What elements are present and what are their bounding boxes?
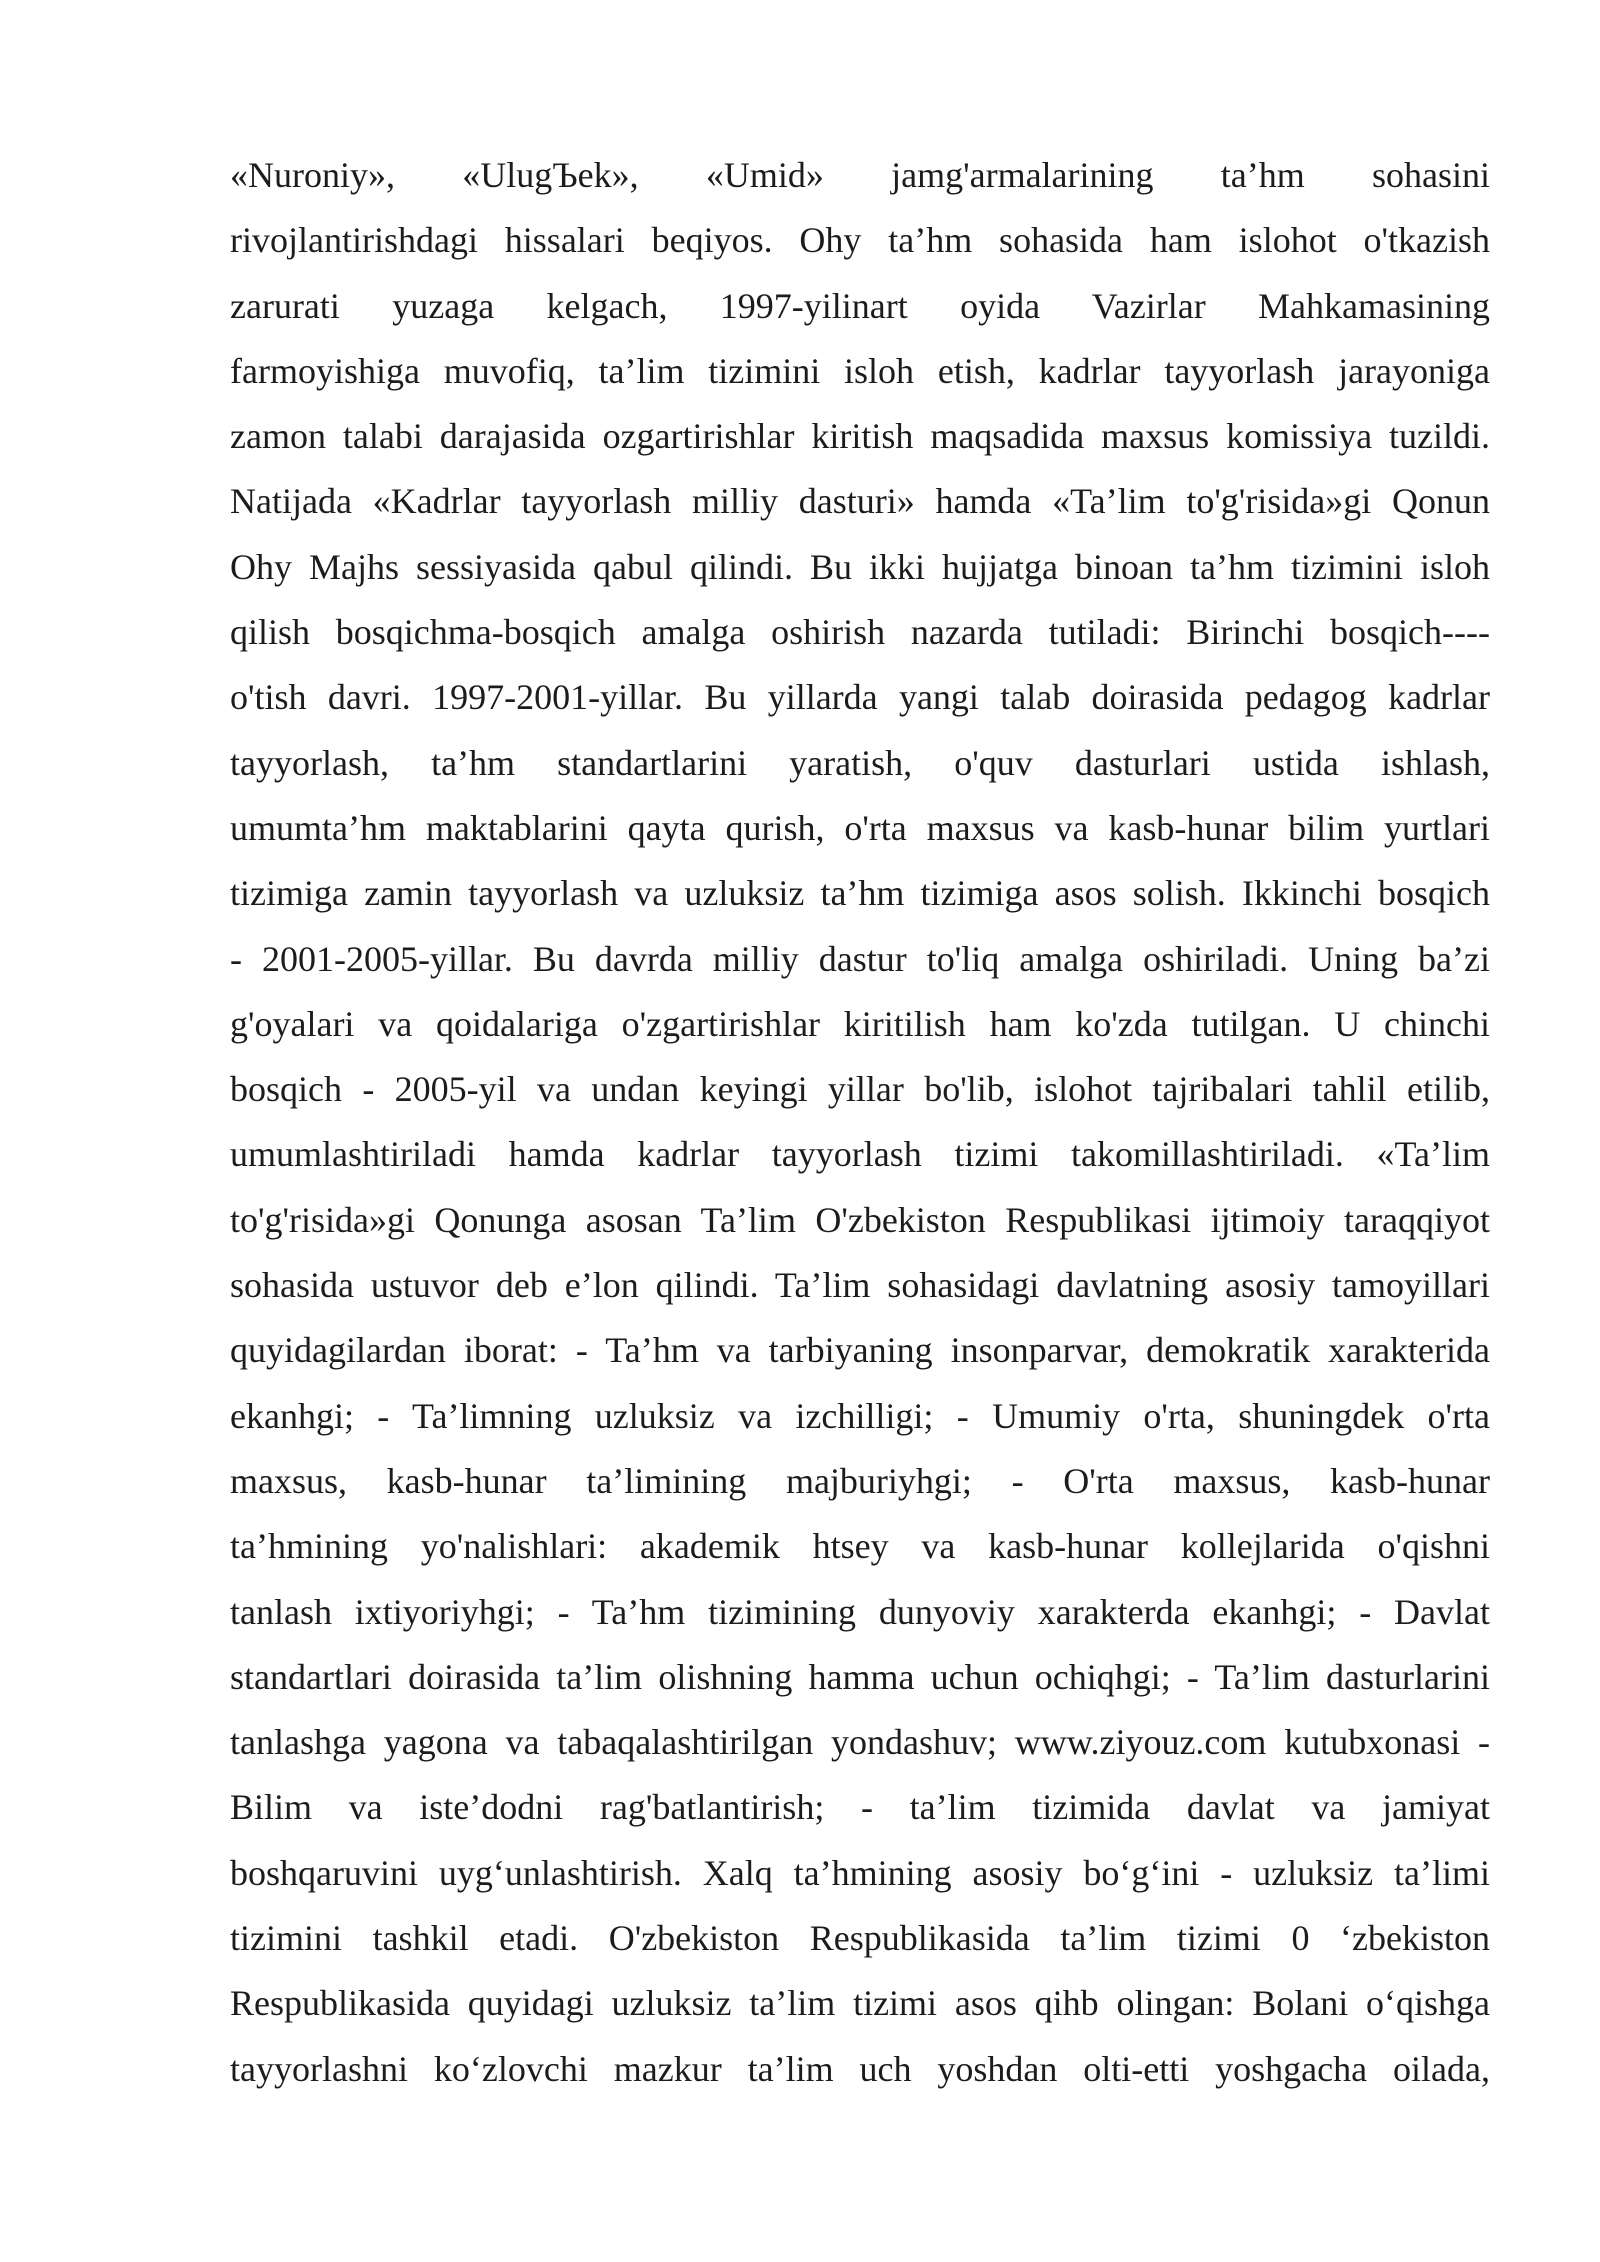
text-line: tizimiga zamin tayyorlash va uzluksiz ta’hm tizimiga asos solish. Ikkinchi bosqich	[230, 873, 1490, 914]
text-line: standartlari doirasida ta’lim olishning hamma uchun ochiqhgi; - Ta’lim dasturlarini	[230, 1656, 1490, 1697]
text-line: maxsus, kasb-hunar ta’limining majburiyhgi; - O'rta maxsus, kasb-hunar	[230, 1460, 1490, 1501]
text-line: umumlashtiriladi hamda kadrlar tayyorlash tizimi takomillashtiriladi. «Ta’lim	[230, 1134, 1490, 1175]
text-line: - 2001-2005-yillar. Bu davrda milliy dastur to'liq amalga oshiriladi. Uning ba’zi	[230, 938, 1490, 979]
text-line: zamon talabi darajasida ozgartirishlar kiritish maqsadida maxsus komissiya tuzildi.	[230, 416, 1490, 457]
text-line: tanlashga yagona va tabaqalashtirilgan yondashuv; www.ziyouz.com kutubxonasi -	[230, 1722, 1490, 1763]
text-line: ekanhgi; - Ta’limning uzluksiz va izchilligi; - Umumiy o'rta, shuningdek o'rta	[230, 1395, 1490, 1436]
text-line: g'oyalari va qoidalariga o'zgartirishlar kiritilish ham ko'zda tutilgan. U chinchi	[230, 1003, 1490, 1044]
text-line: ta’hmining yo'nalishlari: akademik htsey va kasb-hunar kollejlarida o'qishni	[230, 1526, 1490, 1567]
text-line: umumta’hm maktablarini qayta qurish, o'rta maxsus va kasb-hunar bilim yurtlari	[230, 807, 1490, 848]
text-line: farmoyishiga muvofiq, ta’lim tizimini isloh etish, kadrlar tayyorlash jarayoniga	[230, 350, 1490, 391]
text-line: «Nuroniy», «UlugЪek», «Umid» jamg'armalarining ta’hm sohasini	[230, 155, 1490, 195]
text-line: bosqich - 2005-yil va undan keyingi yillar bo'lib, islohot tajribalari tahlil etilib,	[230, 1069, 1490, 1110]
text-line: sohasida ustuvor deb e’lon qilindi. Ta’lim sohasidagi davlatning asosiy tamoyillari	[230, 1265, 1490, 1306]
text-line: qilish bosqichma-bosqich amalga oshirish nazarda tutiladi: Birinchi bosqich----	[230, 612, 1490, 653]
text-line: Ohy Majhs sessiyasida qabul qilindi. Bu ikki hujjatga binoan ta’hm tizimini isloh	[230, 546, 1490, 587]
text-line: o'tish davri. 1997-2001-yillar. Bu yillarda yangi talab doirasida pedagog kadrlar	[230, 677, 1490, 718]
text-line: boshqaruvini uyg‘unlashtirish. Xalq ta’hmining asosiy bo‘g‘ini - uzluksiz ta’limi	[230, 1852, 1490, 1893]
text-line: zarurati yuzaga kelgach, 1997-yilinart oyida Vazirlar Mahkamasining	[230, 285, 1490, 326]
text-line: Bilim va iste’dodni rag'batlantirish; - ta’lim tizimida davlat va jamiyat	[230, 1787, 1490, 1828]
text-line: Respublikasida quyidagi uzluksiz ta’lim tizimi asos qihb olingan: Bolani o‘qishga	[230, 1983, 1490, 2024]
text-line: tizimini tashkil etadi. O'zbekiston Respublikasida ta’lim tizimi 0 ‘zbekiston	[230, 1918, 1490, 1959]
text-line: tayyorlash, ta’hm standartlarini yaratish, o'quv dasturlari ustida ishlash,	[230, 742, 1490, 783]
text-line: to'g'risida»gi Qonunga asosan Ta’lim O'zbekiston Respublikasi ijtimoiy taraqqiyot	[230, 1199, 1490, 1240]
text-line: Natijada «Kadrlar tayyorlash milliy dasturi» hamda «Ta’lim to'g'risida»gi Qonun	[230, 481, 1490, 522]
text-line: tanlash ixtiyoriyhgi; - Ta’hm tizimining dunyoviy xarakterda ekanhgi; - Davlat	[230, 1591, 1490, 1632]
body-text	[230, 143, 1490, 2102]
text-line: quyidagilardan iborat: - Ta’hm va tarbiyaning insonparvar, demokratik xarakterida	[230, 1330, 1490, 1371]
text-line: tayyorlashni ko‘zlovchi mazkur ta’lim uch yoshdan olti-etti yoshgacha oilada,	[230, 2048, 1490, 2089]
text-line: rivojlantirishdagi hissalari beqiyos. Ohy ta’hm sohasida ham islohot o'tkazish	[230, 220, 1490, 261]
